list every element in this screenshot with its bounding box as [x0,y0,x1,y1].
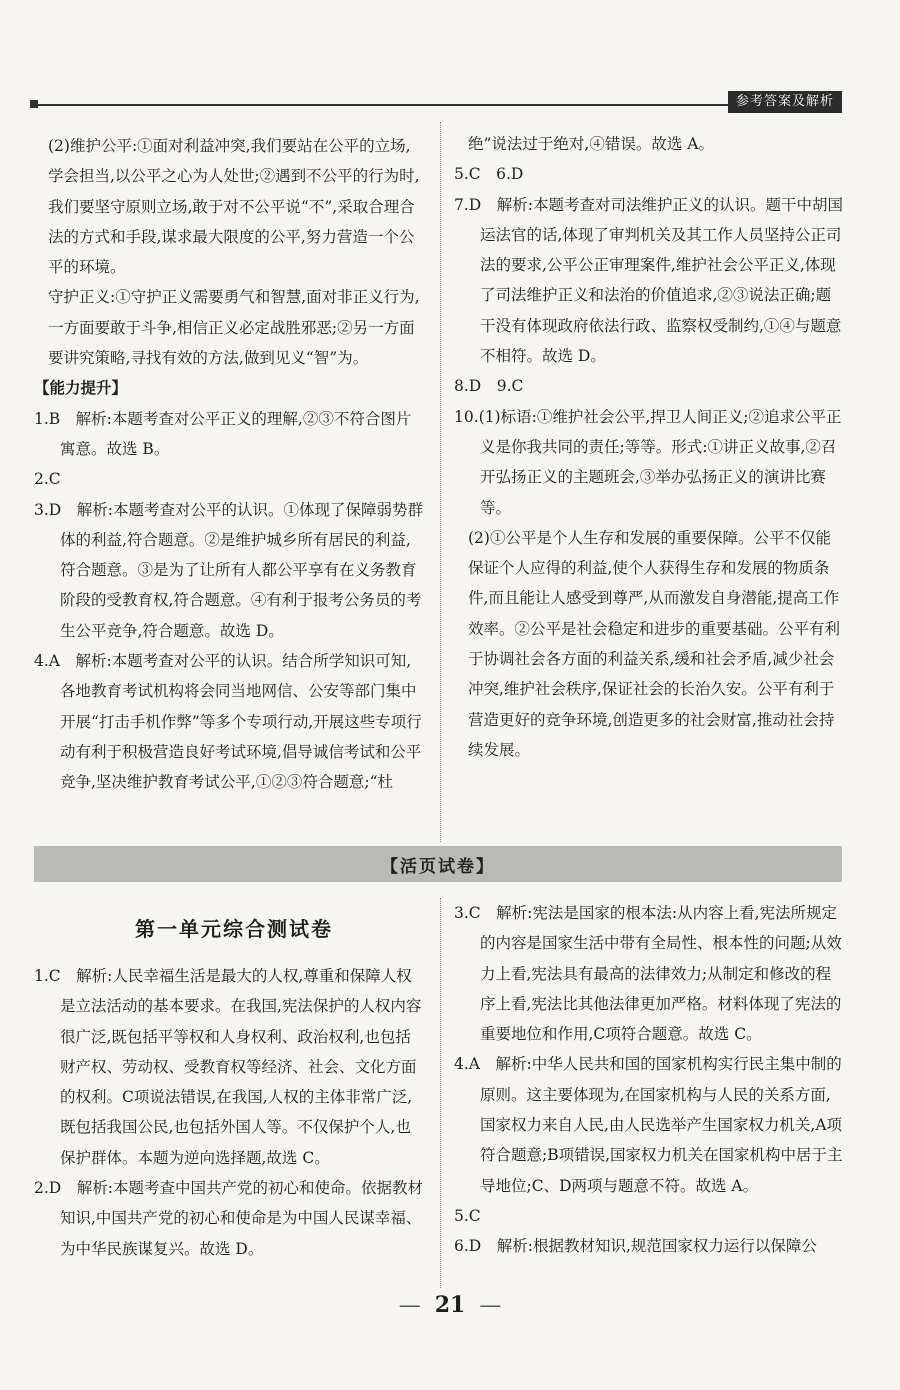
answer-item: 5.C 6.D [454,165,524,184]
answer-item: 3.C 解析:宪法是国家的根本法:从内容上看,宪法所规定的内容是国家生活中带有全局性、根本性的问题;从效力上看,宪法具有最高的法律效力;从制定和修改的程序上看,宪法比其他法律更加严格。材料体现了宪法的重要地位和作用,C项符合题意。故选 C。 [454,904,842,1044]
page-number: — 21 — [0,1292,900,1318]
answer-item: 2.C [34,470,61,489]
paragraph: (2)维护公平:①面对利益冲突,我们要站在公平的立场,学会担当,以公平之心为人处世;②遇到不公平的行为时,我们要坚守原则立场,敢于对不公平说“不”,采取合理合法的方式和手段,谋求最大限度的公平,努力营造一个公平的环境。 [48,137,420,277]
paragraph: 绝”说法过于绝对,④错误。故选 A。 [468,135,714,153]
left-column-top [34,131,424,798]
answer-item: 1.B 解析:本题考查对公平正义的理解,②③不符合图片寓意。故选 B。 [34,409,412,458]
answer-item: 5.C [454,1206,481,1225]
answer-item: 4.A 解析:本题考查对公平的认识。结合所学知识可知,各地教育考试机构将会同当地网信、公安等部门集中开展“打击手机作弊”等多个专项行动,开展这些专项行动有利于积极营造良好考试环境,倡导诚信考试和公平竞争,坚决维护教育考试公平,①②③符合题意;“杜 [34,652,422,792]
header-rule [32,104,832,106]
paragraph: (2)①公平是个人生存和发展的重要保障。公平不仅能保证个人应得的利益,使个人获得生存和发展的物质条件,而且能让人感受到尊严,从而激发自身潜能,提高工作效率。②公平是社会稳定和进步的重要基础。公平有利于协调社会各方面的利益关系,缓和社会矛盾,减少社会冲突,维护社会秩序,保证社会的长治久安。公平有利于营造更好的竞争环境,创造更多的社会财富,推动社会持续发展。 [468,528,841,759]
answer-item: 8.D 9.C [454,377,524,396]
column-divider [440,122,441,842]
section-band [34,846,842,882]
column-divider-bottom [440,898,441,1288]
subheading: 【能力提升】 [34,378,128,398]
header-badge: 参考答案及解析 [728,91,842,113]
answer-item: 1.C 解析:人民幸福生活是最大的人权,尊重和保障人权是立法活动的基本要求。在我国,宪法保护的人权内容很广泛,既包括平等权和人身权利、政治权利,也包括财产权、劳动权、受教育权等经济、社会、文化方面的权利。C项说法错误,在我国,人权的主体非常广泛,既包括我国公民,也包括外国人等。不仅保护个人,也保护群体。本题为逆向选择题,故选 C。 [34,967,422,1167]
unit-title: 第一单元综合测试卷 [135,917,333,941]
answer-item: 4.A 解析:中华人民共和国的国家机构实行民主集中制的原则。这主要体现为,在国家机构与人民的关系方面,国家权力来自人民,由人民选举产生国家权力机关,A项符合题意;B项错误,国家权力机关在国家机构中居于主导地位;C、D两项与题意不符。故选 A。 [454,1055,843,1195]
paragraph: 守护正义:①守护正义需要勇气和智慧,面对非正义行为,一方面要敢于斗争,相信正义必定战胜邪恶;②另一方面要讲究策略,寻找有效的方法,做到见义“智”为。 [48,288,420,368]
left-column-bottom [34,961,424,1264]
answer-item: 6.D 解析:根据教材知识,规范国家权力运行以保障公 [454,1237,817,1256]
section-title: 【活页试卷】 [381,852,495,877]
answer-item: 2.D 解析:本题考查中国共产党的初心和使命。依据教材知识,中国共产党的初心和使命是为中国人民谋幸福、为中华民族谋复兴。故选 D。 [34,1179,423,1258]
answer-item: 7.D 解析:本题考查对司法维护正义的认识。题干中胡国运法官的话,体现了审判机关及其工作人员坚持公正司法的要求,公平公正审理案件,维护社会公平正义,体现了司法维护正义和法治的价值追求,②③说法正确;题干没有体现政府依法行政、监察权受制约,①④与题意不相符。故选 D。 [454,195,843,366]
right-column-top [454,129,846,765]
answer-item: 10.(1)标语:①维护社会公平,捍卫人间正义;②追求公平正义是你我共同的责任;等等。形式:①讲正义故事,②召开弘扬正义的主题班会,③举办弘扬正义的演讲比赛等。 [454,407,842,517]
right-column-bottom [454,898,846,1262]
answer-item: 3.D 解析:本题考查对公平的认识。①体现了保障弱势群体的利益,符合题意。②是维护城乡所有居民的利益,符合题意。③是为了让所有人都公平享有在义务教育阶段的受教育权,符合题意。④有利于报考公务员的考生公平竞争,符合题意。故选 D。 [34,500,423,640]
